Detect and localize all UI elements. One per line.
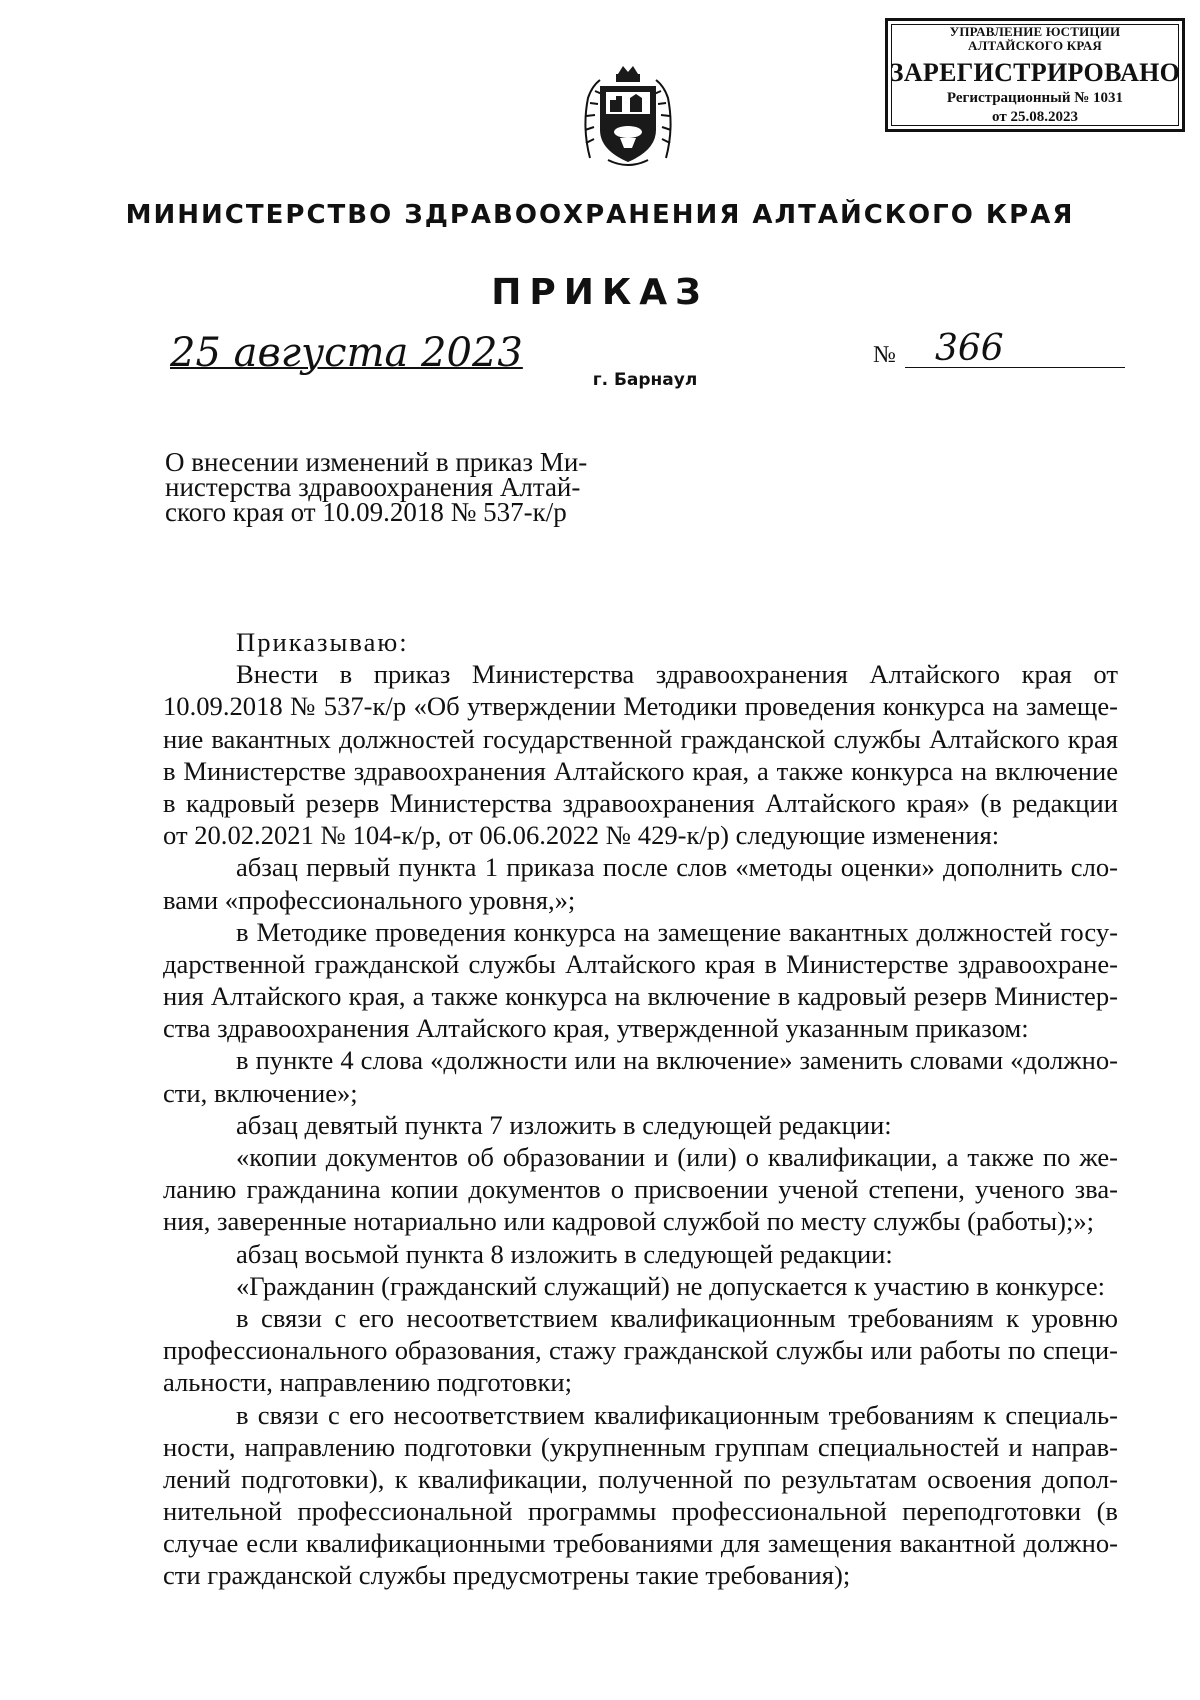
subject-line: нистерства здравоохранения Алтай- [165, 472, 581, 502]
document-type: ПРИКАЗ [491, 272, 709, 313]
body-line: профессионального образования, стажу гражданской службы или работы по специ- [163, 1335, 1118, 1366]
body-line: в Министерстве здравоохранения Алтайского края, а также конкурса на включение [163, 755, 1118, 786]
stamp-inner-border [891, 24, 1179, 126]
order-number-label: № [873, 342, 896, 368]
body-line: от 20.02.2021 № 104-к/р, от 06.06.2022 № 429-к/р) следующие изменения: [163, 820, 1000, 851]
body-line: нительной профессиональной программы профессиональной переподготовки (в [163, 1496, 1118, 1527]
body-line: ния, заверенные нотариально или кадровой службой по месту службы (работы);»; [163, 1206, 1095, 1237]
body-line: 10.09.2018 № 537-к/р «Об утверждении Методики проведения конкурса на замеще- [163, 691, 1118, 722]
body-line: лений подготовки), к квалификации, полученной по результатам освоения допол- [163, 1463, 1118, 1494]
stamp-org-line1: УПРАВЛЕНИЕ ЮСТИЦИИ [949, 24, 1121, 39]
body-line: абзац первый пункта 1 приказа после слов «методы оценки» дополнить сло- [236, 852, 1118, 883]
body-line: сти, включение»; [163, 1077, 358, 1108]
registration-stamp [885, 18, 1185, 132]
handwritten-date: 25 августа 2023 [170, 330, 523, 376]
body-line: «копии документов об образовании и (или) о квалификации, а также по же- [236, 1142, 1118, 1172]
stamp-status: ЗАРЕГИСТРИРОВАНО [889, 58, 1181, 87]
body-line: ния Алтайского края, а также конкурса на включение в кадровый резерв Министер- [163, 981, 1118, 1012]
body-line: в связи с его несоответствием квалификационным требованиям к специаль- [236, 1399, 1118, 1430]
subject-line: ского края от 10.09.2018 № 537-к/р [165, 497, 567, 527]
body-line: альности, направлению подготовки; [163, 1367, 573, 1398]
body-line: в пункте 4 слова «должности или на включение» заменить словами «должно- [236, 1045, 1118, 1076]
body-line: абзац девятый пункта 7 изложить в следующей редакции: [236, 1109, 892, 1140]
body-line: случае если квалификационными требованиями для замещения вакантной должно- [163, 1528, 1118, 1559]
stamp-reg-date: от 25.08.2023 [992, 109, 1078, 125]
body-line: дарственной гражданской службы Алтайского края в Министерстве здравоохране- [163, 948, 1118, 979]
order-body [163, 626, 1118, 1592]
city: г. Барнаул [592, 370, 698, 390]
body-line: «Гражданин (гражданский служащий) не допускается к участию в конкурсе: [236, 1270, 1106, 1301]
body-line: ности, направлению подготовки (укрупненным группам специальностей и направ- [163, 1431, 1118, 1462]
body-line: вами «профессионального уровня,»; [163, 884, 576, 915]
body-line: абзац восьмой пункта 8 изложить в следующей редакции: [236, 1238, 893, 1269]
stamp-org-line2: АЛТАЙСКОГО КРАЯ [968, 38, 1102, 53]
body-line: Приказываю: [236, 627, 409, 657]
body-line: ланию гражданина копии документов о присвоении ученой степени, ученого зва- [163, 1174, 1118, 1205]
body-line: ства здравоохранения Алтайского края, утвержденной указанным приказом: [163, 1013, 1029, 1044]
order-subject [165, 447, 640, 527]
subject-line: О внесении изменений в приказ Ми- [165, 447, 588, 477]
ministry-title: МИНИСТЕРСТВО ЗДРАВООХРАНЕНИЯ АЛТАЙСКОГО КРАЯ [125, 200, 1075, 230]
body-line: Внести в приказ Министерства здравоохранения Алтайского края от [236, 659, 1118, 690]
body-line: сти гражданской службы предусмотрены такие требования); [163, 1560, 851, 1591]
body-line: в кадровый резерв Министерства здравоохранения Алтайского края» (в редакции [163, 787, 1118, 818]
body-line: в Методике проведения конкурса на замещение вакантных должностей госу- [236, 916, 1118, 947]
handwritten-order-number: 366 [935, 328, 1004, 369]
coat-of-arms-icon [578, 58, 678, 178]
body-line: ние вакантных должностей государственной гражданской службы Алтайского края [163, 723, 1118, 754]
stamp-reg-number: Регистрационный № 1031 [946, 90, 1124, 106]
body-line: в связи с его несоответствием квалификационным требованиям к уровню [236, 1302, 1118, 1333]
